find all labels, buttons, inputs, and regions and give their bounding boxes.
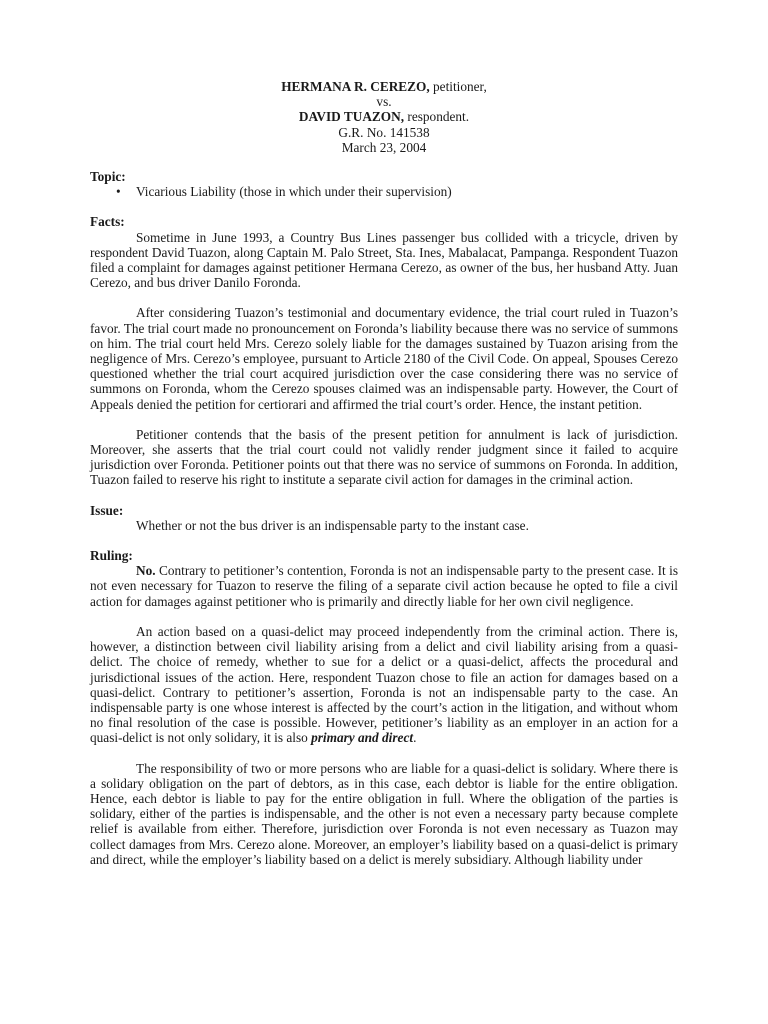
ruling-paragraph-3: The responsibility of two or more persons who are liable for a quasi-delict is solidary. Where there is a solidary obligation on the part of debtors, as in this case, each debtor is liable for the entire obligation. Hence, each debtor is liable to pay for the entire obligation in full. Where the obligation of the parties is solidary, either of the parties is indispensable, and the other is not even a necessary party because complete relief is available from either. Therefore, jurisdiction over Foronda is not even necessary as Tuazon may collect damages from Mrs. Cerezo alone. Moreover, an employer’s liability based on a quasi-delict is primary and direct, while the employer’s liability based on a delict is merely subsidiary. Although liability under bbox=[90, 760, 678, 867]
decision-date: March 23, 2004 bbox=[341, 139, 427, 155]
ruling-paragraph-2-text: An action based on a quasi-delict may proceed independently from the criminal action. There is, however, a distinction between civil liability arising from a delict and civil liability arising from a quasi-delict. The choice of remedy, whether to sue for a delict or a quasi-delict, affects the procedural and jurisdictional issues of the action. Here, respondent Tuazon chose to file an action for damages based on a quasi-delict. Contrary to petitioner’s assertion, Foronda is not an indispensable party to the case. An indispensable party is one whose interest is affected by the court’s action in the litigation, and without whom no final resolution of the case is possible. However, petitioner’s liability as an employer in an action for a quasi-delict is not only solidary, it is also bbox=[90, 623, 678, 746]
petitioner-role: petitioner, bbox=[429, 79, 487, 94]
issue-heading: Issue: bbox=[90, 502, 124, 518]
facts-heading: Facts: bbox=[90, 214, 125, 230]
facts-paragraph-3: Petitioner contends that the basis of the present petition for annulment is lack of jurisdiction. Moreover, she asserts that the trial court could not validly render judgment since it failed to acquire jurisdiction over Foronda. Petitioner points out that there was no service of summons on Foronda. In addition, Tuazon failed to reserve his right to institute a separate civil action for damages in the criminal action. bbox=[90, 426, 678, 488]
ruling-paragraph-1 bbox=[90, 563, 678, 609]
topic-item bbox=[90, 184, 678, 199]
facts-paragraph-1: Sometime in June 1993, a Country Bus Lines passenger bus collided with a tricycle, driven by respondent David Tuazon, along Captain M. Palo Street, Sta. Ines, Mabalacat, Pampanga. Respondent Tuazon filed a complaint for damages against petitioner Hermana Cerezo, as owner of the bus, her husband Atty. Juan Cerezo, and bus driver Danilo Foronda. bbox=[90, 229, 678, 291]
bullet-icon: • bbox=[116, 184, 121, 200]
issue-text: Whether or not the bus driver is an indispensable party to the instant case. bbox=[136, 517, 529, 533]
versus-line: vs. bbox=[376, 94, 392, 110]
case-caption bbox=[90, 79, 678, 155]
respondent-role: respondent. bbox=[404, 109, 470, 125]
respondent-line bbox=[90, 109, 678, 124]
respondent-name: DAVID TUAZON, bbox=[298, 109, 405, 125]
topic-list bbox=[90, 184, 678, 199]
ruling-paragraph-1-text: Contrary to petitioner’s contention, Foronda is not an indispensable party to the present case. It is not even necessary for Tuazon to reserve the filing of a separate civil action because he opted to file a civil action for damages against petitioner who is primarily and directly liable for her own civil negligence. bbox=[90, 563, 678, 609]
ruling-heading: Ruling: bbox=[90, 548, 133, 564]
ruling-emphasis: primary and direct bbox=[311, 730, 414, 746]
facts-paragraph-2: After considering Tuazon’s testimonial and documentary evidence, the trial court ruled in Tuazon’s favor. The trial court made no pronouncement on Foronda’s liability because there was no service of summons on him. The trial court held Mrs. Cerezo solely liable for the damages sustained by Tuazon arising from the negligence of Mrs. Cerezo’s employee, pursuant to Article 2180 of the Civil Code. On appeal, Spouses Cerezo questioned whether the trial court acquired jurisdiction over the case considering there was no service of summons on Foronda, whom the Cerezo spouses claimed was an indispensable party. However, the Court of Appeals denied the petition for certiorari and affirmed the trial court’s order. Hence, the instant petition. bbox=[90, 305, 678, 412]
gr-number: G.R. No. 141538 bbox=[338, 124, 430, 140]
petitioner-line bbox=[90, 79, 678, 94]
ruling-paragraph-2 bbox=[90, 624, 678, 746]
document-page bbox=[90, 79, 678, 867]
topic-item-text: Vicarious Liability (those in which under their supervision) bbox=[136, 184, 452, 200]
ruling-paragraph-2-end: . bbox=[413, 730, 417, 746]
petitioner-name: HERMANA R. CEREZO, bbox=[281, 79, 430, 94]
topic-heading: Topic: bbox=[90, 169, 126, 185]
ruling-answer: No. bbox=[136, 563, 156, 579]
